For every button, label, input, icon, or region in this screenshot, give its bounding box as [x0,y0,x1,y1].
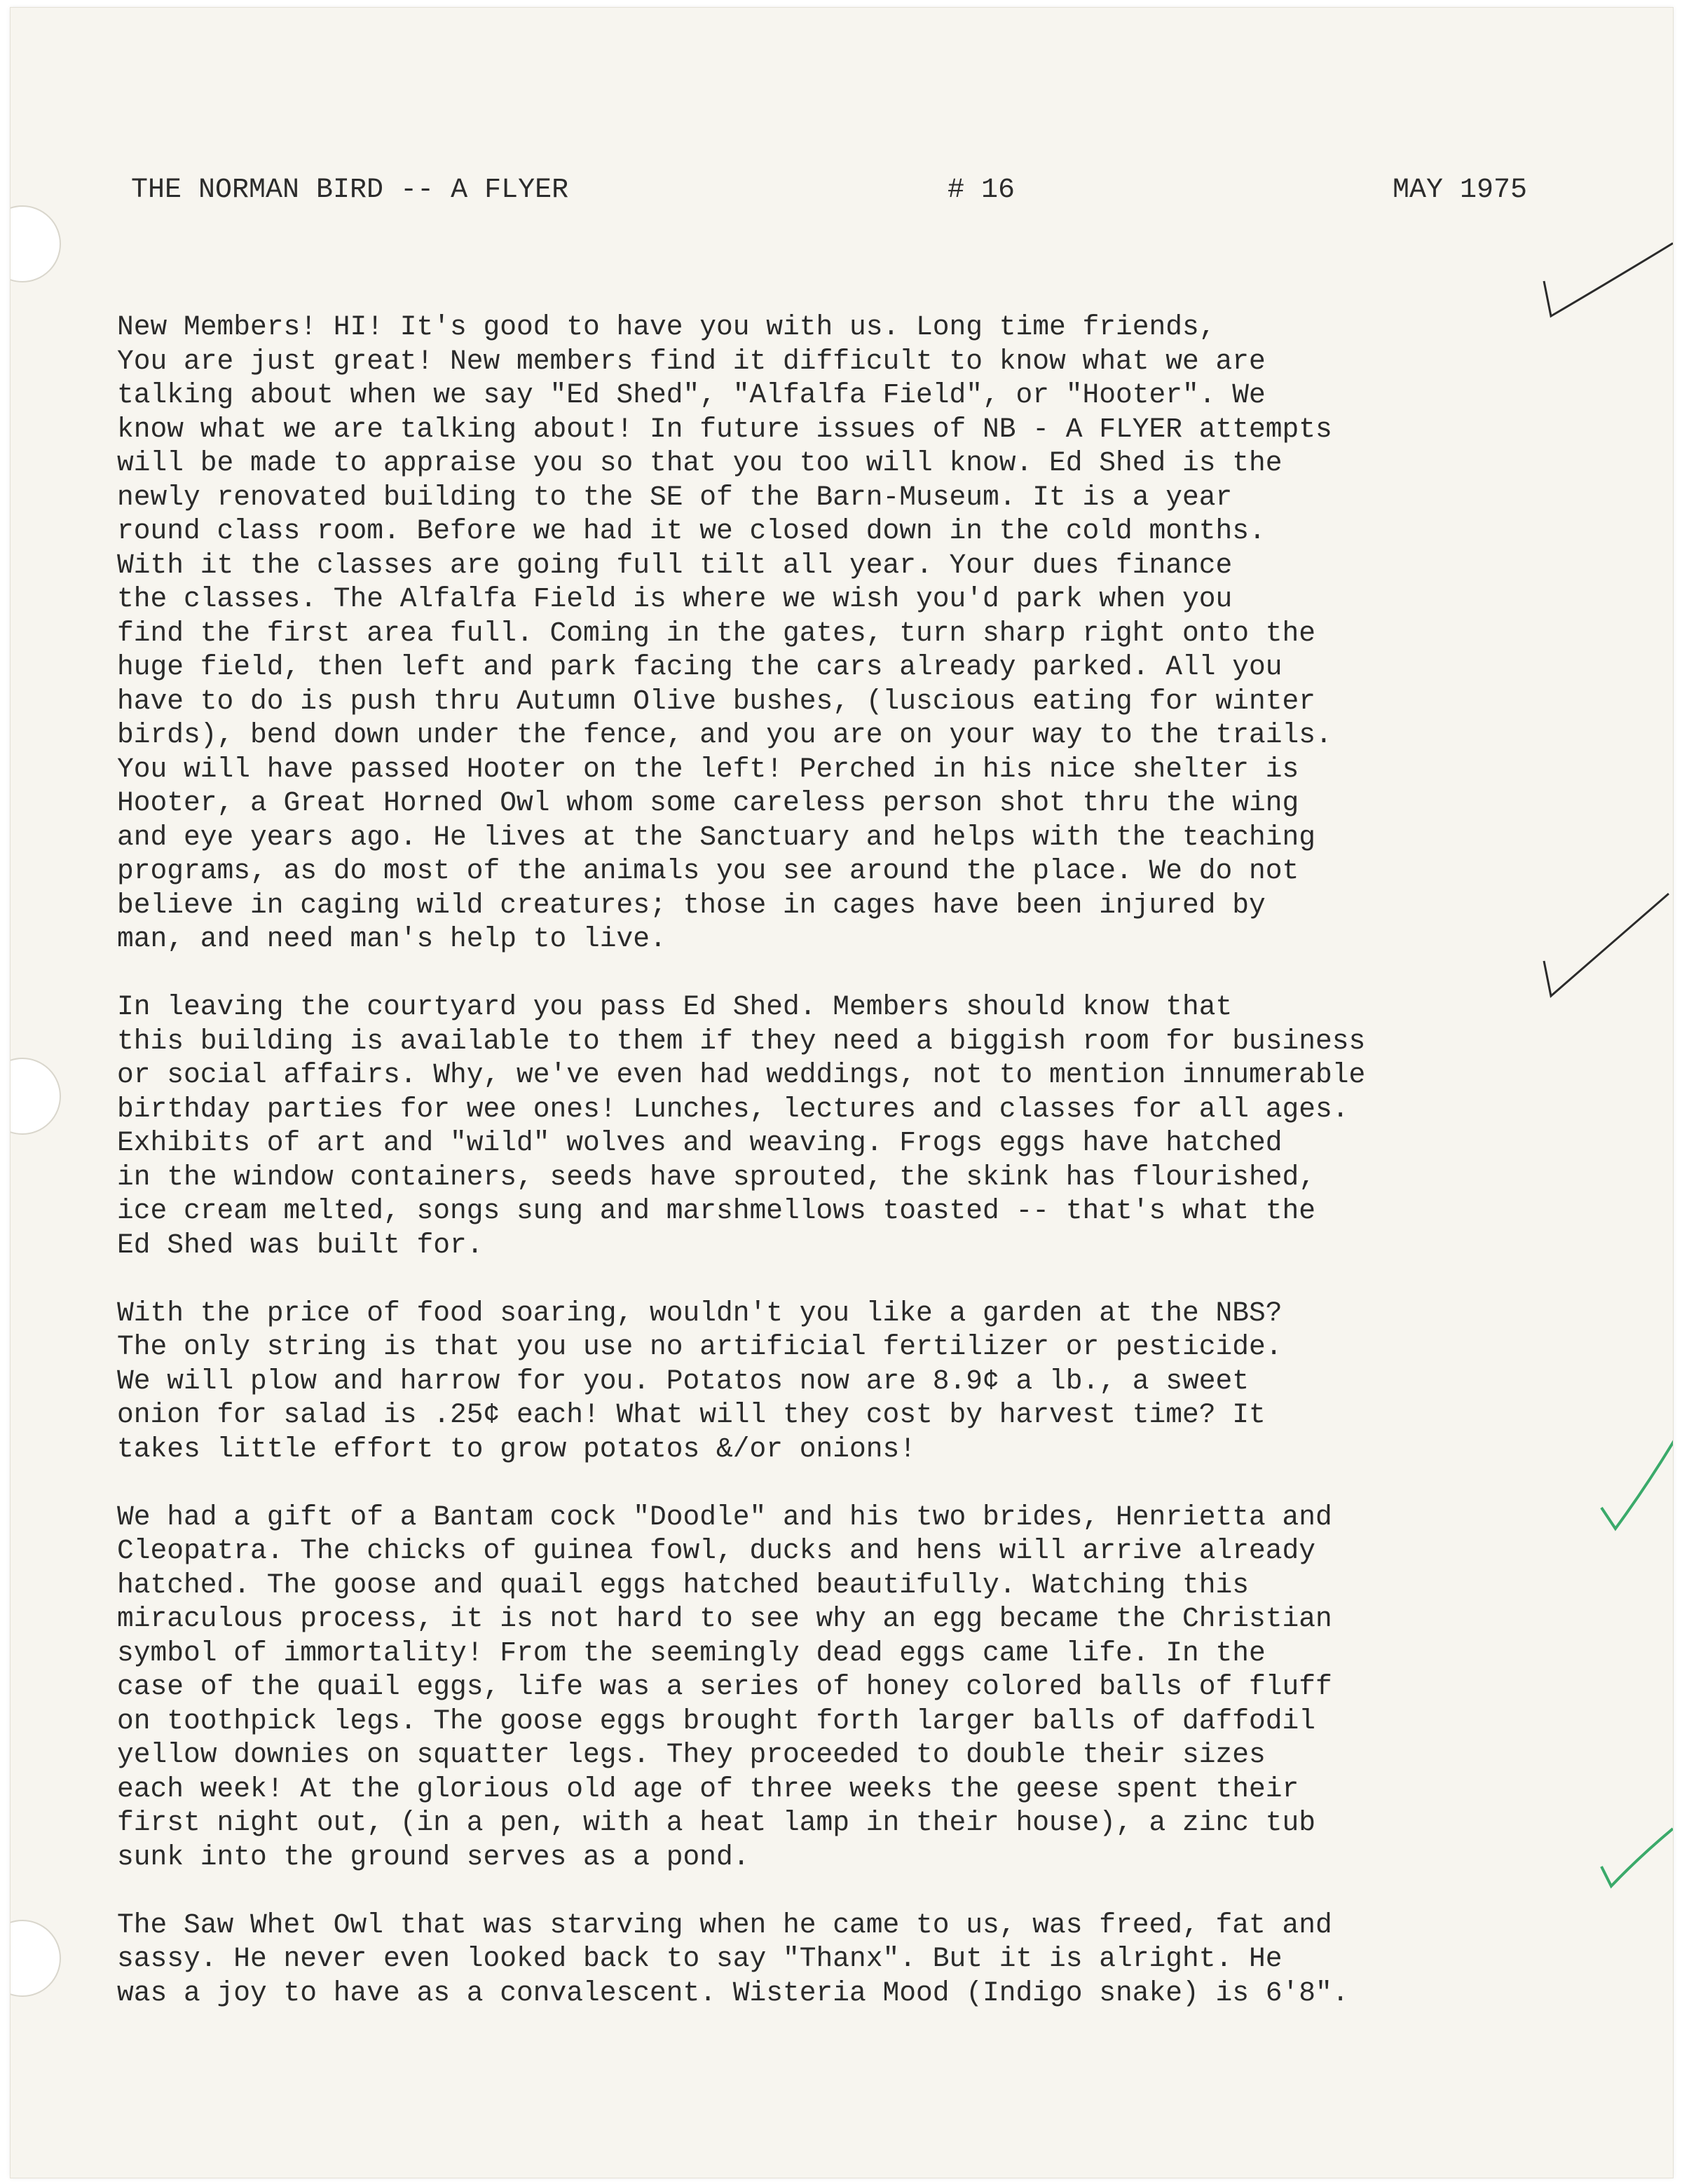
text-line: programs, as do most of the animals you see around the place. We do not [117,855,1299,887]
text-line: first night out, (in a pen, with a heat lamp in their house), a zinc tub [117,1807,1316,1838]
issue-date: MAY 1975 [1393,175,1528,206]
newsletter-header [131,175,1547,217]
text-line: or social affairs. Why, we've even had weddings, not to mention innumerable [117,1059,1366,1091]
text-line: know what we are talking about! In future issues of NB - A FLYER attempts [117,413,1332,445]
text-line: the classes. The Alfalfa Field is where we wish you'd park when you [117,583,1233,615]
text-line: believe in caging wild creatures; those in cages have been injured by [117,889,1266,921]
text-line: man, and need man's help to live. [117,923,666,955]
text-line: yellow downies on squatter legs. They proceeded to double their sizes [117,1739,1266,1770]
text-line: In leaving the courtyard you pass Ed Shed. Members should know that [117,991,1233,1023]
text-line: case of the quail eggs, life was a series of honey colored balls of fluff [117,1671,1332,1702]
punch-hole [10,1058,61,1135]
text-line: have to do is push thru Autumn Olive bushes, (luscious eating for winter [117,685,1316,717]
paragraph [117,310,1655,957]
text-line: onion for salad is .25¢ each! What will they cost by harvest time? It [117,1399,1266,1431]
punch-hole [10,1920,61,1997]
text-line: You will have passed Hooter on the left! Perched in his nice shelter is [117,753,1299,785]
punch-hole [10,205,61,282]
text-line: The only string is that you use no artificial fertilizer or pesticide. [117,1331,1283,1363]
text-line: Exhibits of art and "wild" wolves and weaving. Frogs eggs have hatched [117,1127,1283,1159]
newsletter-body [117,310,1655,2045]
text-line: in the window containers, seeds have sprouted, the skink has flourished, [117,1161,1316,1193]
text-line: ice cream melted, songs sung and marshmellows toasted -- that's what the [117,1195,1316,1227]
text-line: talking about when we say "Ed Shed", "Alfalfa Field", or "Hooter". We [117,379,1266,411]
text-line: miraculous process, it is not hard to see why an egg became the Christian [117,1603,1332,1634]
text-line: birthday parties for wee ones! Lunches, lectures and classes for all ages. [117,1093,1349,1125]
text-line: Cleopatra. The chicks of guinea fowl, ducks and hens will arrive already [117,1535,1316,1567]
text-line: was a joy to have as a convalescent. Wisteria Mood (Indigo snake) is 6'8". [117,1977,1349,2009]
text-line: each week! At the glorious old age of three weeks the geese spent their [117,1773,1299,1805]
text-line: With the price of food soaring, wouldn't you like a garden at the NBS? [117,1297,1283,1329]
text-line: newly renovated building to the SE of the Barn-Museum. It is a year [117,481,1233,513]
paragraph [117,1297,1655,1467]
newsletter-title: THE NORMAN BIRD -- A FLYER [131,175,569,206]
document-page [10,7,1674,2178]
text-line: round class room. Before we had it we closed down in the cold months. [117,515,1266,547]
text-line: on toothpick legs. The goose eggs brought forth larger balls of daffodil [117,1705,1316,1737]
text-line: will be made to appraise you so that you too will know. Ed Shed is the [117,447,1283,479]
text-line: find the first area full. Coming in the gates, turn sharp right onto the [117,617,1316,649]
text-line: and eye years ago. He lives at the Sanctuary and helps with the teaching [117,821,1316,853]
issue-number: # 16 [948,175,1016,206]
text-line: hatched. The goose and quail eggs hatched beautifully. Watching this [117,1569,1250,1601]
text-line: huge field, then left and park facing the cars already parked. All you [117,651,1283,683]
paragraph [117,1909,1655,2011]
text-line: Ed Shed was built for. [117,1229,484,1261]
text-line: New Members! HI! It's good to have you with us. Long time friends, [117,311,1216,343]
text-line: You are just great! New members find it difficult to know what we are [117,345,1266,377]
text-line: We had a gift of a Bantam cock "Doodle" and his two brides, Henrietta and [117,1501,1332,1533]
text-line: With it the classes are going full tilt all year. Your dues finance [117,549,1233,581]
text-line: We will plow and harrow for you. Potatos now are 8.9¢ a lb., a sweet [117,1365,1250,1397]
text-line: symbol of immortality! From the seemingly dead eggs came life. In the [117,1637,1266,1669]
text-line: this building is available to them if they need a biggish room for business [117,1025,1366,1057]
paragraph [117,1501,1655,1875]
text-line: sassy. He never even looked back to say "Thanx". But it is alright. He [117,1943,1283,1974]
text-line: sunk into the ground serves as a pond. [117,1841,750,1873]
text-line: Hooter, a Great Horned Owl whom some careless person shot thru the wing [117,787,1299,819]
text-line: birds), bend down under the fence, and you are on your way to the trails. [117,719,1332,751]
text-line: takes little effort to grow potatos &/or onions! [117,1433,917,1465]
text-line: The Saw Whet Owl that was starving when he came to us, was freed, fat and [117,1909,1332,1941]
paragraph [117,990,1655,1262]
